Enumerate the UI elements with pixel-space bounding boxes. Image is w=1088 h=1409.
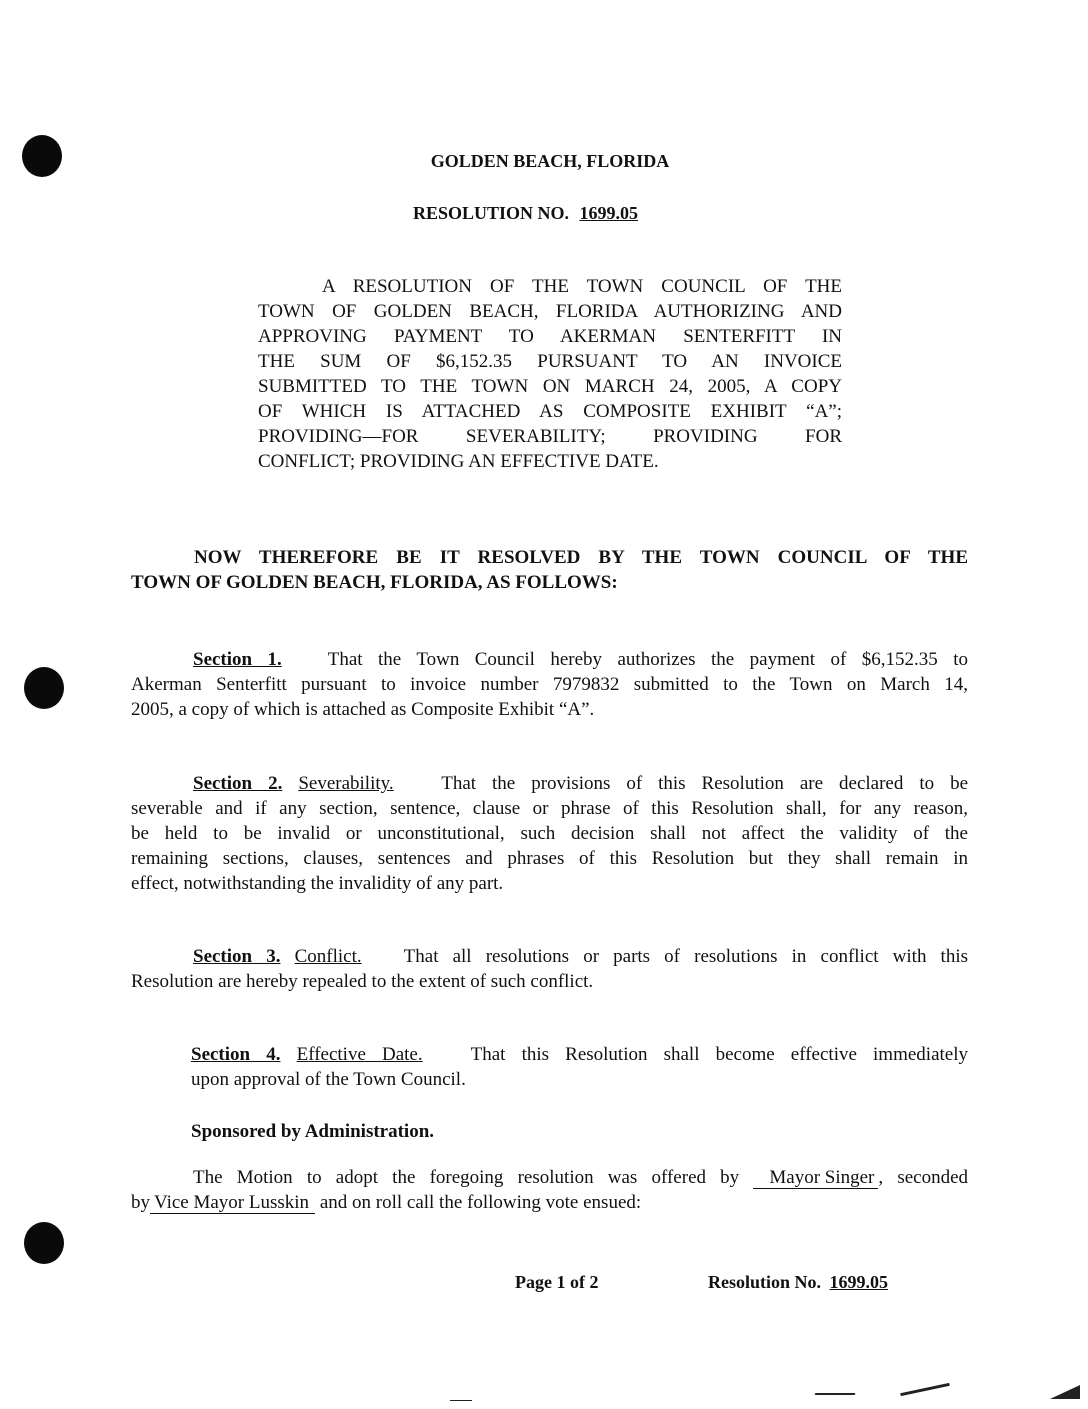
- section-line: be held to be invalid or unconstitutional, such decision shall not affect the validity of the: [131, 823, 968, 844]
- motion-text: , seconded: [878, 1167, 969, 1188]
- section-text: That all resolutions or parts of resolutions in conflict with this: [403, 946, 969, 967]
- section-text: That the Town Council hereby authorizes the payment of $6,152.35 to: [327, 649, 968, 670]
- motion-first-line: [131, 1165, 968, 1190]
- section-label: Section 3.: [193, 946, 281, 967]
- section-title: Severability.: [298, 773, 394, 794]
- section-text: That this Resolution shall become effective immediately: [470, 1044, 968, 1065]
- abstract-line: SUBMITTED TO THE TOWN ON MARCH 24, 2005, A COPY: [258, 376, 842, 397]
- section-line: remaining sections, clauses, sentences and phrases of this Resolution but they shall remain in: [131, 848, 968, 869]
- section-line: Akerman Senterfitt pursuant to invoice number 7979832 submitted to the Town on March 14,: [131, 674, 968, 695]
- footer-resolution: [708, 1272, 892, 1293]
- section-1: [131, 647, 968, 722]
- resolution-abstract: [258, 274, 842, 474]
- section-first-line: [131, 647, 968, 672]
- motion-text: by: [131, 1192, 150, 1213]
- motion-text: and on roll call the following vote ensued:: [319, 1192, 642, 1213]
- motion-second-line: [131, 1190, 968, 1215]
- scan-artifact: [815, 1393, 856, 1395]
- resolved-line: TOWN OF GOLDEN BEACH, FLORIDA, AS FOLLOWS:: [131, 572, 618, 593]
- section-text: That the provisions of this Resolution are declared to be: [441, 773, 969, 794]
- scan-artifact: [900, 1383, 950, 1396]
- section-title: Conflict.: [294, 946, 362, 967]
- section-first-line: [131, 771, 968, 796]
- punch-hole-bottom: [24, 1222, 64, 1264]
- resolved-line: NOW THEREFORE BE IT RESOLVED BY THE TOWN COUNCIL OF THE: [194, 547, 968, 568]
- resolution-heading: [413, 203, 644, 224]
- resolution-number: 1699.05: [579, 203, 639, 223]
- town-heading: GOLDEN BEACH, FLORIDA: [430, 151, 670, 171]
- abstract-line: THE SUM OF $6,152.35 PURSUANT TO AN INVOICE: [258, 351, 842, 372]
- scan-artifact: [1050, 1385, 1080, 1399]
- section-label: Section 2.: [193, 773, 283, 794]
- footer-resolution-label: Resolution No.: [708, 1272, 822, 1292]
- page-number: Page 1 of 2: [515, 1272, 599, 1292]
- section-title: Effective Date.: [296, 1044, 423, 1065]
- scan-artifact: [450, 1400, 472, 1401]
- punch-hole-middle: [24, 667, 64, 709]
- abstract-line: A RESOLUTION OF THE TOWN COUNCIL OF THE: [322, 276, 842, 297]
- motion-paragraph: [131, 1165, 968, 1215]
- section-2: [131, 771, 968, 896]
- sponsor-line: Sponsored by Administration.: [191, 1121, 435, 1142]
- seconded-by-field: Vice Mayor Lusskin: [150, 1193, 315, 1214]
- abstract-line: CONFLICT; PROVIDING AN EFFECTIVE DATE.: [258, 451, 659, 472]
- abstract-line: PROVIDING—FOR SEVERABILITY; PROVIDING FOR: [258, 426, 842, 447]
- abstract-line: OF WHICH IS ATTACHED AS COMPOSITE EXHIBIT “A”;: [258, 401, 842, 422]
- section-line: upon approval of the Town Council.: [191, 1069, 466, 1090]
- section-line: severable and if any section, sentence, clause or phrase of this Resolution shall, for any reason,: [131, 798, 968, 819]
- motion-text: The Motion to adopt the foregoing resolution was offered by: [193, 1167, 740, 1188]
- abstract-line: APPROVING PAYMENT TO AKERMAN SENTERFITT IN: [258, 326, 842, 347]
- abstract-line: TOWN OF GOLDEN BEACH, FLORIDA AUTHORIZING AND: [258, 301, 842, 322]
- section-first-line: [131, 944, 968, 969]
- footer-resolution-number: 1699.05: [829, 1272, 889, 1292]
- resolved-clause: [131, 545, 968, 595]
- section-first-line: [191, 1042, 968, 1067]
- section-line: effect, notwithstanding the invalidity of any part.: [131, 873, 504, 894]
- section-line: Resolution are hereby repealed to the extent of such conflict.: [131, 971, 594, 992]
- section-4: [191, 1042, 968, 1092]
- section-3: [131, 944, 968, 994]
- resolution-label: RESOLUTION NO.: [413, 203, 570, 223]
- offered-by-field: Mayor Singer: [753, 1168, 878, 1189]
- section-line: 2005, a copy of which is attached as Composite Exhibit “A”.: [131, 699, 595, 720]
- section-label: Section 4.: [191, 1044, 281, 1065]
- section-label: Section 1.: [193, 649, 282, 670]
